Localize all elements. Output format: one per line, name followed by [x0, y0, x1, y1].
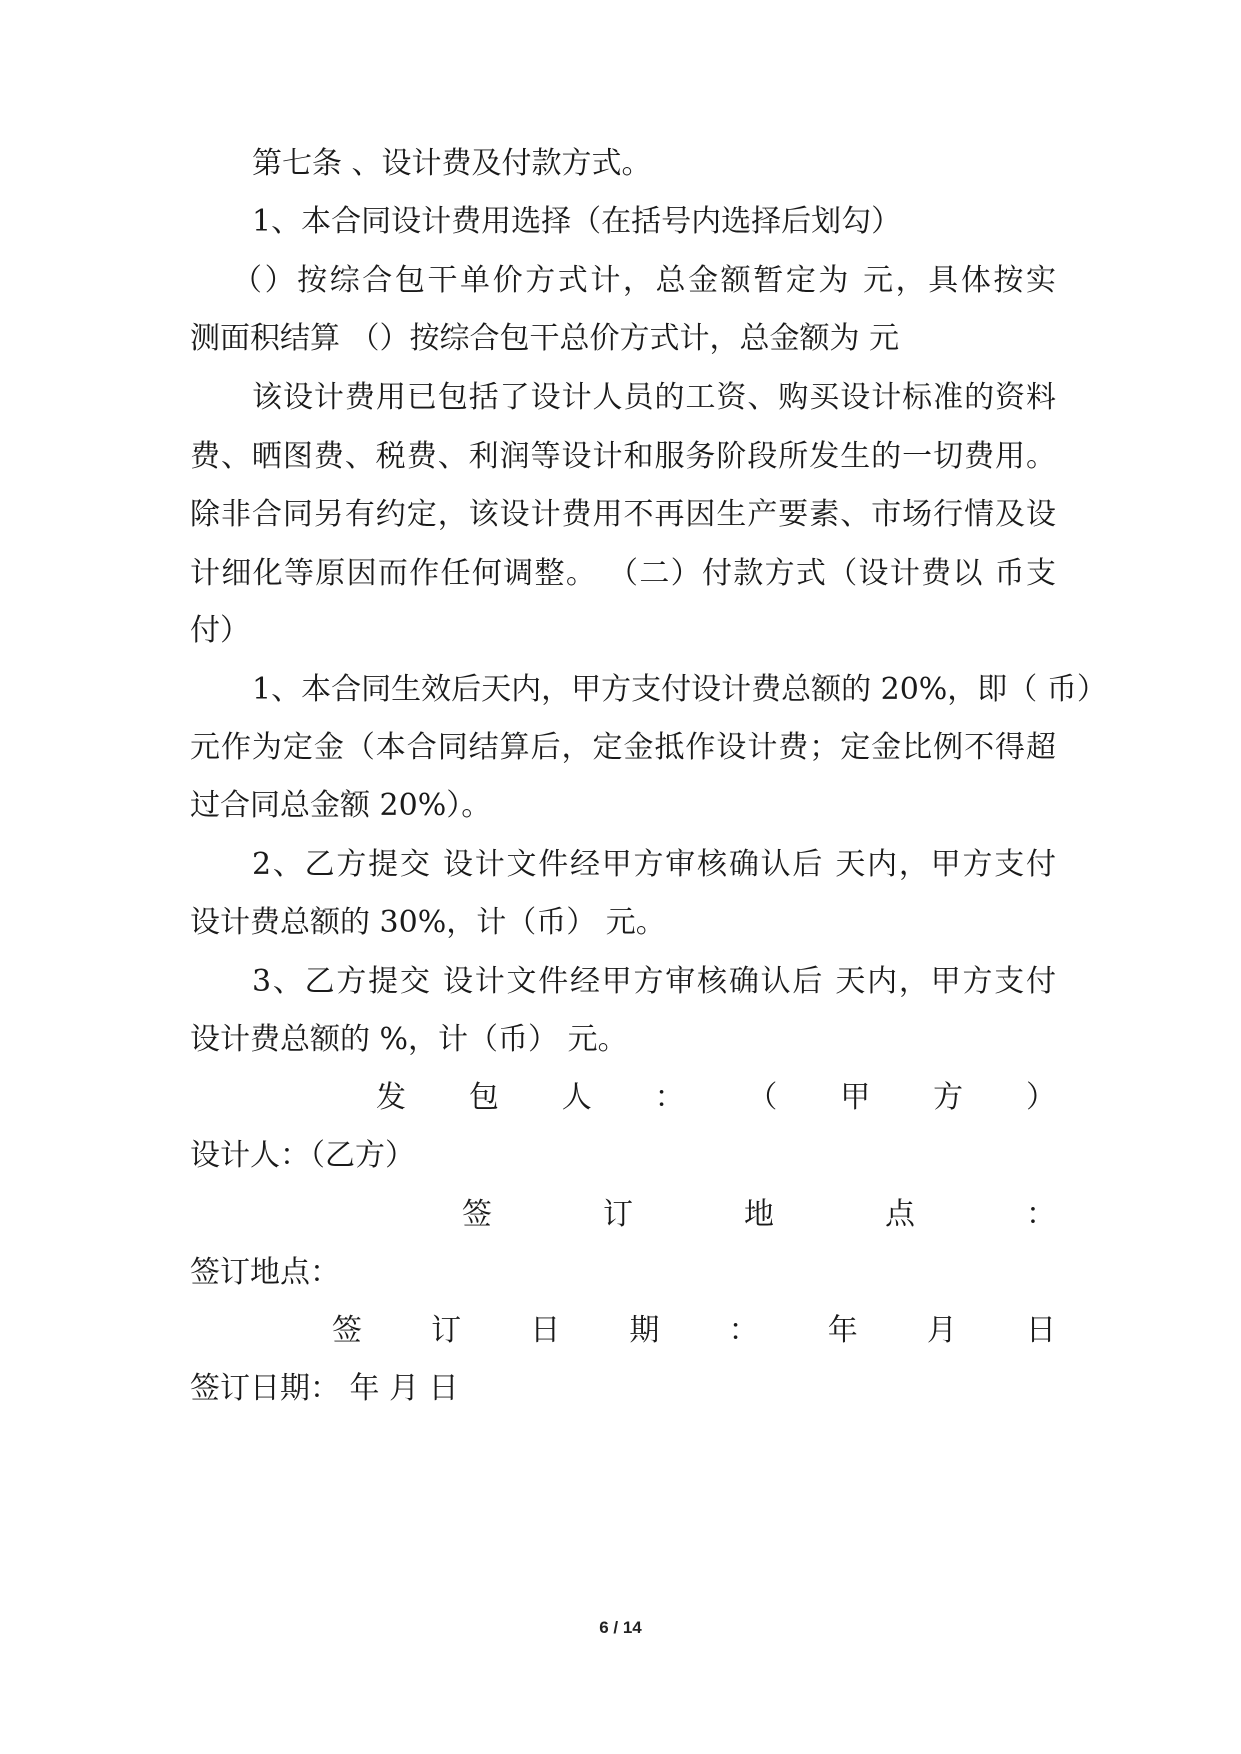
payment-term-2: 设计费总额的 30%，计（币） 元。: [190, 905, 666, 940]
page-number: 6 / 14: [599, 1618, 642, 1637]
fee-option-intro: 1、本合同设计费用选择（在括号内选择后划勾）: [252, 204, 902, 239]
payment-term-2: 2、乙方提交 设计文件经甲方审核确认后 天内，甲方支付: [252, 847, 1056, 882]
signature-party-a: 发 包 人 ： （ 甲 方 ）: [376, 1080, 1056, 1115]
paragraph-line: 除非合同另有约定，该设计费用不再因生产要素、市场行情及设: [190, 497, 1056, 532]
payment-term-3: 3、乙方提交 设计文件经甲方审核确认后 天内，甲方支付: [252, 964, 1056, 999]
fee-option-line: 测面积结算 （）按综合包干总价方式计，总金额为 元: [190, 321, 900, 356]
signing-place-b: 签订地点：: [190, 1255, 340, 1290]
signing-date-a: 签 订 日 期 ： 年 月 日: [332, 1313, 1056, 1348]
payment-term-3: 设计费总额的 %，计（币） 元。: [190, 1022, 628, 1057]
paragraph-line: 计细化等原因而作任何调整。 （二）付款方式（设计费以 币支: [190, 556, 1056, 591]
payment-term-1: 过合同总金额 20%）。: [190, 788, 492, 823]
signature-party-b: 设计人：（乙方）: [190, 1138, 415, 1173]
payment-term-1: 1、本合同生效后天内，甲方支付设计费总额的 20%，即（ 币）: [252, 672, 1107, 707]
paragraph-line: 费、晒图费、税费、利润等设计和服务阶段所发生的一切费用。: [190, 439, 1056, 474]
paragraph-line: 该设计费用已包括了设计人员的工资、购买设计标准的资料: [252, 380, 1056, 415]
fee-option-line: （）按综合包干单价方式计，总金额暂定为 元，具体按实: [232, 263, 1056, 298]
signing-date-b: 签订日期： 年 月 日: [190, 1371, 459, 1406]
signing-place-a: 签 订 地 点 ：: [462, 1197, 1056, 1232]
article-heading: 第七条 、设计费及付款方式。: [252, 146, 652, 181]
payment-term-1: 元作为定金（本合同结算后，定金抵作设计费；定金比例不得超: [190, 730, 1056, 765]
paragraph-line: 付）: [190, 613, 250, 648]
